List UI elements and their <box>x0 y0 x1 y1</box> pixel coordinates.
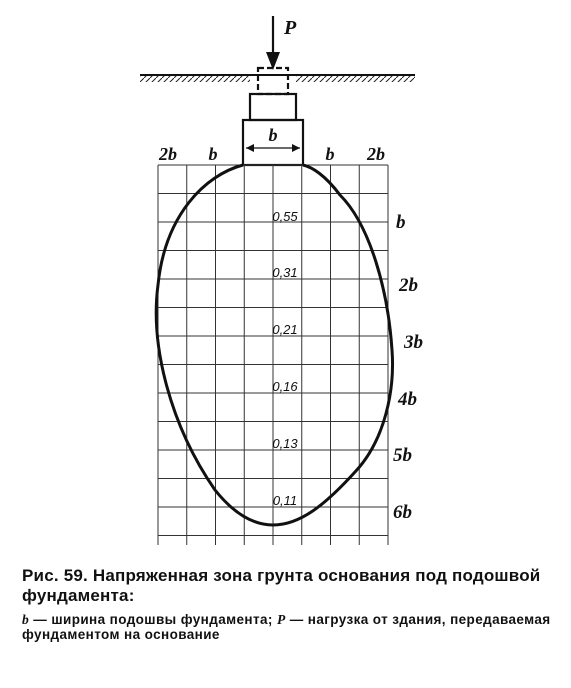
stress-value: 0,31 <box>272 265 298 280</box>
depth-label-b: b <box>396 212 406 233</box>
stress-value: 0,55 <box>272 209 298 224</box>
caption-legend <box>22 612 552 642</box>
depth-label-4b: 4b <box>398 389 417 410</box>
ground-surface <box>140 75 415 82</box>
caption-symbol-b: b <box>22 612 30 627</box>
caption-title: Рис. 59. Напряженная зона грунта основания под подошвой фундамента: <box>22 566 541 605</box>
caption-text-p: — нагрузка от здания, передаваемая фундаментом на основание <box>22 612 551 642</box>
caption-text-b: — ширина подошвы фундамента; <box>29 612 277 627</box>
foundation-upper-step <box>250 94 296 120</box>
footing-width-label: b <box>268 125 278 145</box>
figure-caption <box>22 566 552 642</box>
top-label-2b-left: 2b <box>159 144 177 164</box>
top-label-b-left: b <box>208 144 218 164</box>
stress-value: 0,11 <box>272 493 298 508</box>
depth-label-6b: 6b <box>393 502 412 523</box>
load-arrow <box>266 16 280 70</box>
width-dimension <box>246 144 300 152</box>
top-label-2b-right: 2b <box>367 144 385 164</box>
load-label: P <box>284 17 297 39</box>
depth-label-3b: 3b <box>404 332 423 353</box>
depth-label-2b: 2b <box>399 275 418 296</box>
stress-value: 0,13 <box>272 436 298 451</box>
depth-label-5b: 5b <box>393 445 412 466</box>
stress-value: 0,16 <box>272 379 298 394</box>
foundation-column <box>258 68 288 94</box>
top-label-b-right: b <box>325 144 335 164</box>
stress-value: 0,21 <box>272 322 298 337</box>
caption-symbol-p: P <box>276 612 286 627</box>
